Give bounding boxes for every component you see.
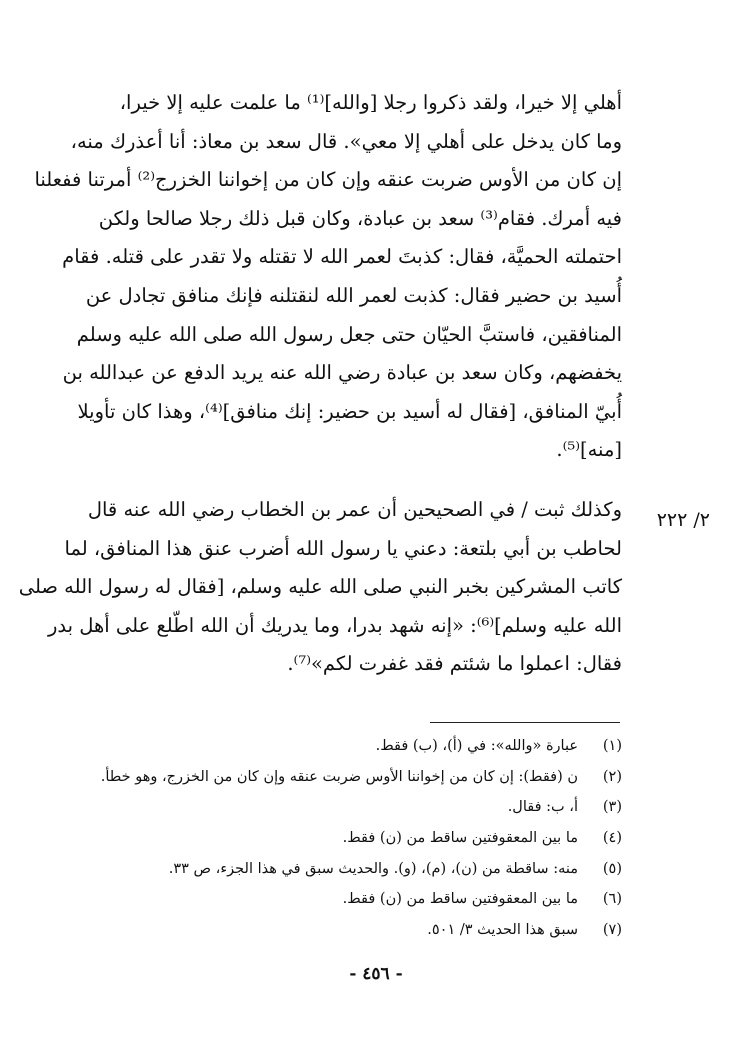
footnote-number: (٤) — [602, 830, 622, 847]
footnote-item — [62, 884, 622, 915]
text-line: المنافقين، فاستبَّ الحيّان حتى جعل رسول الله صلى الله عليه وسلم — [76, 322, 622, 346]
text-line: الله عليه وسلم]⁽⁶⁾: «إنه شهد بدرا، وما يدريك أن الله اطّلع على أهل بدر — [47, 613, 622, 637]
text-line: إن كان من الأوس ضربت عنقه وإن كان من إخواننا الخزرج⁽²⁾ أمرتنا ففعلنا — [34, 168, 622, 192]
text-line: فقال: اعملوا ما شئتم فقد غفرت لكم»⁽⁷⁾. — [287, 652, 622, 676]
footnote-text: منه: ساقطة من (ن)، (م)، (و). والحديث سبق في هذا الجزء، ص ٣٣. — [168, 860, 578, 877]
text-line: [منه]⁽⁵⁾. — [556, 438, 622, 462]
text-line: احتملته الحميَّة، فقال: كذبتَ لعمر الله لا تقتله ولا تقدر على قتله. فقام — [62, 245, 622, 269]
text-line: يخفضهم، وكان سعد بن عبادة رضي الله عنه يريد الدفع عن عبدالله بن — [62, 361, 622, 385]
footnotes — [62, 731, 622, 946]
footnote-number: (٣) — [602, 799, 622, 816]
footnote-item — [62, 762, 622, 793]
text-line: أُبيّ المنافق، [فقال له أسيد بن حضير: إنك منافق]⁽⁴⁾، وهذا كان تأويلا — [77, 399, 622, 423]
text-line: كاتب المشركين بخبر النبي صلى الله عليه وسلم، [فقال له رسول الله صلى — [18, 575, 622, 599]
text-line: وما كان يدخل على أهلي إلا معي». قال سعد بن معاذ: أنا أعذرك منه، — [70, 129, 622, 153]
footnote-text: سبق هذا الحديث ٣/ ٥٠١. — [427, 922, 578, 939]
footnote-item — [62, 792, 622, 823]
footnote-number: (٧) — [602, 922, 622, 939]
footnote-number: (٦) — [602, 891, 622, 908]
text-line: لحاطب بن أبي بلتعة: دعني يا رسول الله أضرب عنق هذا المنافق، لما — [64, 536, 622, 560]
footnote-text: أ، ب: فقال. — [507, 799, 578, 816]
text-line: أهلي إلا خيرا، ولقد ذكروا رجلا [والله]⁽¹⁾ ما علمت عليه إلا خيرا، — [119, 91, 622, 114]
footnote-item — [62, 731, 622, 762]
footnote-number: (٥) — [602, 860, 622, 877]
margin-page-reference: ٢/ ٢٢٢ — [656, 509, 710, 531]
footnote-text: ما بين المعقوفتين ساقط من (ن) فقط. — [342, 830, 578, 847]
footnote-text: ما بين المعقوفتين ساقط من (ن) فقط. — [342, 891, 578, 908]
footnote-item — [62, 915, 622, 946]
footnote-number: (٢) — [602, 768, 622, 785]
text-line: أُسيد بن حضير فقال: كذبت لعمر الله لنقتلنه فإنك منافق تجادل عن — [85, 283, 622, 307]
footnote-number: (١) — [602, 738, 622, 754]
main-paragraph-2 — [18, 491, 622, 684]
page-number: - ٤٥٦ - — [349, 964, 403, 984]
footnote-item — [62, 823, 622, 854]
footnote-text: عبارة «والله»: في (أ)، (ب) فقط. — [375, 738, 578, 754]
footnote-item — [62, 854, 622, 885]
footnote-text: ن (فقط): إن كان من إخواننا الأوس ضربت عنقه وإن كان من الخزرج، وهو خطأ. — [100, 768, 578, 785]
footnote-divider — [430, 722, 620, 723]
text-line: وكذلك ثبت / في الصحيحين أن عمر بن الخطاب رضي الله عنه قال — [87, 498, 622, 521]
main-paragraph-1 — [34, 84, 622, 470]
text-line: فيه أمرك. فقام⁽³⁾ سعد بن عبادة، وكان قبل ذلك رجلا صالحا ولكن — [98, 206, 622, 230]
